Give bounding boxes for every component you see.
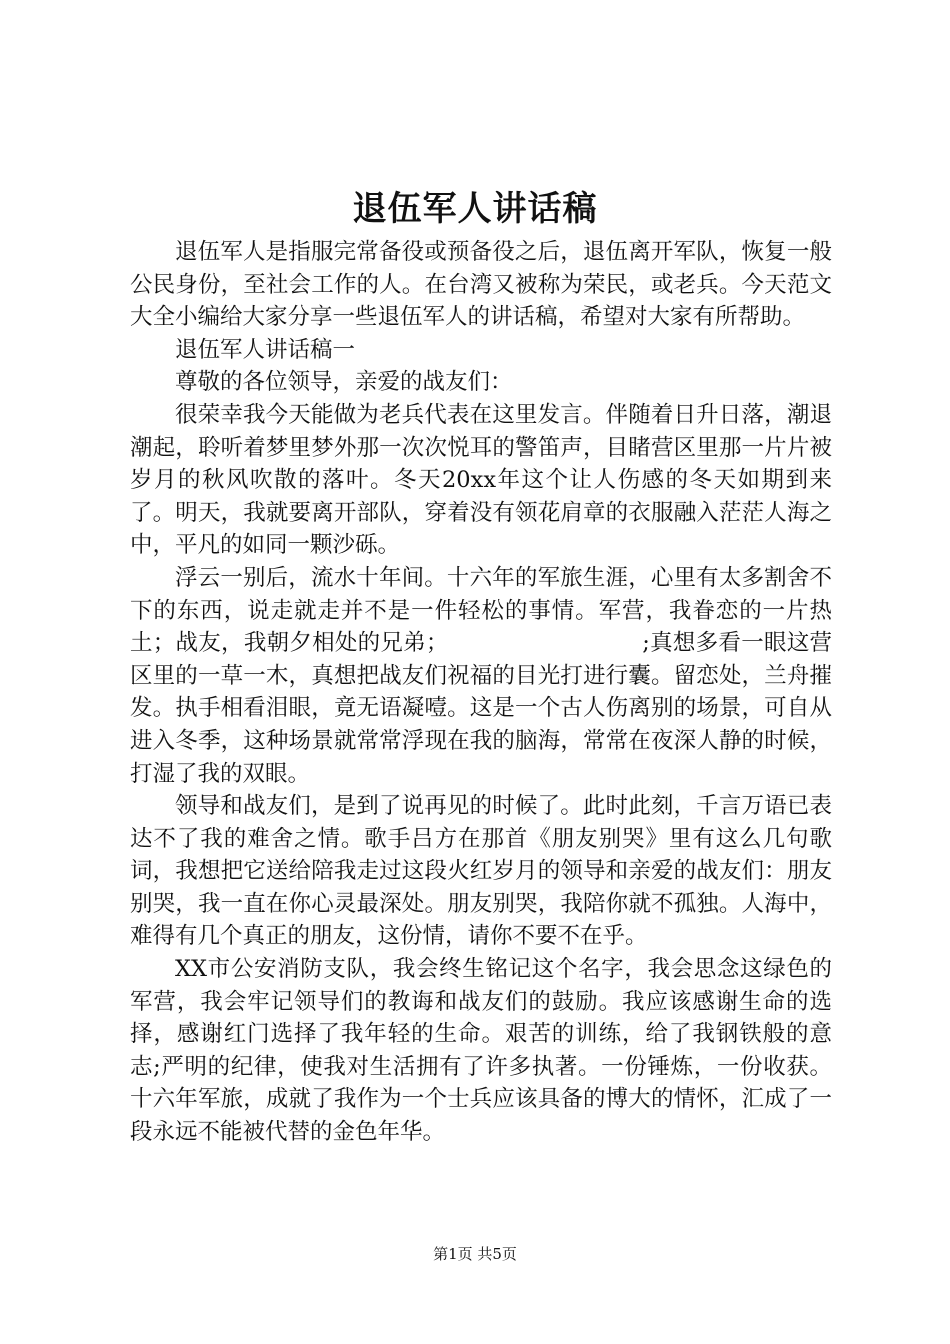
paragraph-body-4: XX市公安消防支队，我会终生铭记这个名字，我会思念这绿色的军营，我会牢记领导们的教诲和战友们的鼓励。我应该感谢生命的选择，感谢红门选择了我年轻的生命。艰苦的训练，给了我钢铁般的意志;严明的纪律，使我对生活拥有了许多执著。一份锤炼，一份收获。十六年军旅，成就了我作为一个士兵应该具备的博大的情怀，汇成了一段永远不能被代替的金色年华。 (130, 956, 832, 1146)
paragraph-body-2: 浮云一别后，流水十年间。十六年的军旅生涯，心里有太多割舍不下的东西，说走就走并不是一件轻松的事情。军营，我眷恋的一片热土；战友，我朝夕相处的兄弟； ;真想多看一眼这营区里的一草一木，真想把战友们祝福的目光打进行囊。留恋处，兰舟摧发。执手相看泪眼，竟无语凝噎。这是一个古人伤离别的场景，可自从进入冬季，这种场景就常常浮现在我的脑海，常常在夜深人静的时候，打湿了我的双眼。 (130, 564, 832, 787)
paragraph-section-heading: 退伍军人讲话稿一 (175, 336, 356, 363)
page-number: 第1页 共5页 (433, 1245, 517, 1263)
paragraph-intro: 退伍军人是指服完常备役或预备役之后，退伍离开军队，恢复一般公民身份，至社会工作的人。在台湾又被称为荣民，或老兵。今天范文大全小编给大家分享一些退伍军人的讲话稿，希望对大家有所帮助。 (130, 239, 832, 331)
paragraph-body-1: 很荣幸我今天能做为老兵代表在这里发言。伴随着日升日落，潮退潮起，聆听着梦里梦外那一次次悦耳的警笛声，目睹营区里那一片片被岁月的秋风吹散的落叶。冬天20xx年这个让人伤感的冬天如期到来了。明天，我就要离开部队，穿着没有领花肩章的衣服融入茫茫人海之中，平凡的如同一颗沙砾。 (130, 401, 832, 559)
document-body (130, 236, 832, 1149)
document-title: 退伍军人讲话稿 (352, 189, 598, 229)
paragraph-salutation: 尊敬的各位领导，亲爱的战友们： (175, 369, 513, 396)
paragraph-body-3: 领导和战友们，是到了说再见的时候了。此时此刻，千言万语已表达不了我的难舍之情。歌手吕方在那首《朋友别哭》里有这么几句歌词，我想把它送给陪我走过这段火红岁月的领导和亲爱的战友们：朋友别哭，我一直在你心灵最深处。朋友别哭，我陪你就不孤独。人海中，难得有几个真正的朋友，这份情，请你不要不在乎。 (130, 793, 832, 950)
